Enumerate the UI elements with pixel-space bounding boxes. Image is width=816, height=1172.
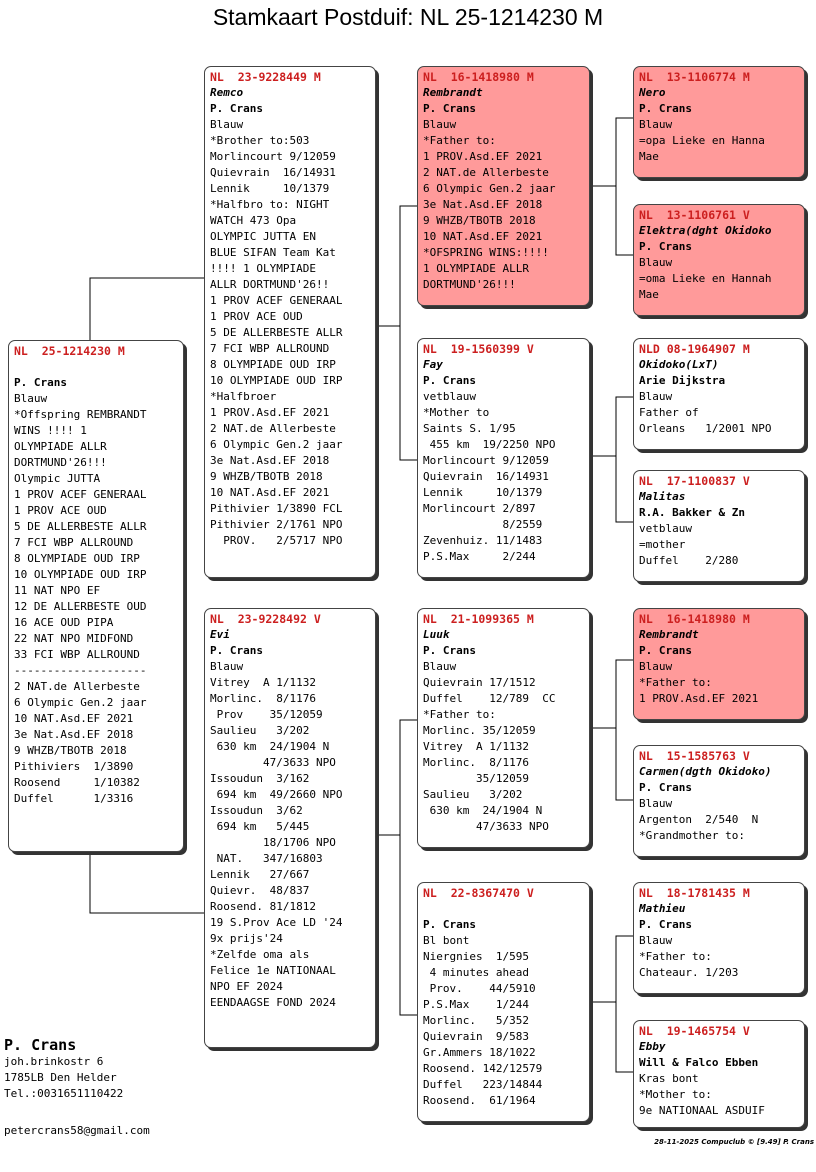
info-line: Quievrain 17/1512 [423, 676, 536, 689]
info-line: *Father to: [639, 950, 712, 963]
info-line: Blauw [639, 256, 673, 269]
info-line: *Halfbroer [210, 390, 277, 403]
info-line: 1 PROV.Asd.EF 2021 [639, 692, 759, 705]
info-line: 1 PROV ACEF GENERAAL [14, 488, 147, 501]
info-line: 9 WHZB/TBOTB 2018 [423, 214, 536, 227]
info-line: DORTMUND'26!!! [423, 278, 516, 291]
info-line: Morlinc. 35/12059 [423, 724, 536, 737]
info-line: 10 OLYMPIADE OUD IRP [14, 568, 147, 581]
info-line: NPO EF 2024 [210, 980, 283, 993]
info-line: Saints S. 1/95 [423, 422, 516, 435]
info-line: 1 PROV ACEF GENERAAL [210, 294, 343, 307]
info-line: WATCH 473 Opa [210, 214, 297, 227]
footer-credit: 28-11-2025 Compuclub © [9.49] P. Crans [654, 1138, 814, 1146]
ring-number: NL 13-1106774 M [639, 70, 750, 84]
info-line: Lennik 10/1379 [210, 182, 330, 195]
info-line: 1 PROV ACE OUD [14, 504, 107, 517]
info-line: *Grandmother to: [639, 829, 745, 842]
info-line: DORTMUND'26!!! [14, 456, 107, 469]
info-line: Orleans 1/2001 NPO [639, 422, 772, 435]
info-line: Blauw [639, 660, 673, 673]
info-line: Quievrain 16/14931 [423, 470, 549, 483]
info-line: PROV. 2/5717 NPO [210, 534, 343, 547]
info-line: OLYMPIADE ALLR [14, 440, 107, 453]
ring-number: NLD 08-1964907 M [639, 342, 750, 356]
pigeon-name [423, 901, 585, 917]
info-line: Prov. 44/5910 [423, 982, 536, 995]
info-line: ALLR DORTMUND'26!! [210, 278, 330, 291]
info-line: BLUE SIFAN Team Kat [210, 246, 336, 259]
owner-name: P. Crans [210, 644, 263, 657]
info-line: Felice 1e NATIONAAL [210, 964, 336, 977]
info-line: Blauw [423, 660, 457, 673]
info-line: 11 NAT NPO EF [14, 584, 101, 597]
info-line: 8 OLYMPIADE OUD IRP [14, 552, 140, 565]
pigeon-name: Mathieu [639, 902, 686, 915]
card-mf-father [633, 608, 805, 720]
info-line: 22 NAT NPO MIDFOND [14, 632, 134, 645]
pigeon-name [14, 359, 179, 375]
info-line: Duffel 223/14844 [423, 1078, 543, 1091]
info-line: Blauw [639, 797, 673, 810]
pigeon-name: Remco [210, 86, 244, 99]
ring-number: NL 25-1214230 M [14, 344, 125, 358]
info-line: 630 km 24/1904 N [210, 740, 330, 753]
info-line: Pithivier 2/1761 NPO [210, 518, 343, 531]
info-line: Morlincourt 9/12059 [423, 454, 549, 467]
info-line: *Father to: [423, 708, 496, 721]
info-line: 1 PROV.Asd.EF 2021 [423, 150, 543, 163]
info-line: 19 S.Prov Ace LD '24 [210, 916, 343, 929]
owner-name: P. Crans [639, 102, 692, 115]
ring-number: NL 17-1100837 V [639, 474, 750, 488]
info-line: -------------------- [14, 664, 147, 677]
info-line: 9 WHZB/TBOTB 2018 [210, 470, 323, 483]
info-line: 10 NAT.Asd.EF 2021 [423, 230, 543, 243]
info-line: Niergnies 1/595 [423, 950, 529, 963]
ring-number: NL 22-8367470 V [423, 886, 534, 900]
info-line: Quievr. 48/837 [210, 884, 310, 897]
info-line: 2 NAT.de Allerbeste [423, 166, 549, 179]
info-line: P.S.Max 2/244 [423, 550, 536, 563]
info-line: Roosend 1/10382 [14, 776, 140, 789]
pigeon-name: Malitas [639, 490, 686, 503]
card-father-father [417, 66, 590, 306]
info-line: Lennik 27/667 [210, 868, 310, 881]
info-line: *Father to: [423, 134, 496, 147]
info-line: Bl bont [423, 934, 470, 947]
info-line: Pithivier 1/3890 FCL [210, 502, 343, 515]
info-line: *Zelfde oma als [210, 948, 310, 961]
info-line: 6 Olympic Gen.2 jaar [210, 438, 343, 451]
breeder-city: 1785LB Den Helder [4, 1071, 117, 1084]
info-line: *Mother to [423, 406, 490, 419]
info-line: Blauw [14, 392, 48, 405]
info-line: *Mother to: [639, 1088, 712, 1101]
info-line: 1 OLYMPIADE ALLR [423, 262, 529, 275]
info-line: 3e Nat.Asd.EF 2018 [14, 728, 134, 741]
info-line: NAT. 347/16803 [210, 852, 323, 865]
info-line: *Offspring REMBRANDT [14, 408, 147, 421]
info-line: !!!! 1 OLYMPIADE [210, 262, 316, 275]
info-line: Quievrain 16/14931 [210, 166, 336, 179]
info-line: Gr.Ammers 18/1022 [423, 1046, 536, 1059]
ring-number: NL 21-1099365 M [423, 612, 534, 626]
info-line: 4 minutes ahead [423, 966, 529, 979]
card-subject [8, 340, 184, 852]
info-line: 630 km 24/1904 N [423, 804, 543, 817]
info-line: 9x prijs'24 [210, 932, 283, 945]
info-line: =mother [639, 538, 686, 551]
info-line: Father of [639, 406, 699, 419]
ring-number: NL 18-1781435 M [639, 886, 750, 900]
info-line: 3e Nat.Asd.EF 2018 [210, 454, 330, 467]
card-mm-father [633, 882, 805, 994]
info-line: 7 FCI WBP ALLROUND [14, 536, 134, 549]
ring-number: NL 23-9228449 M [210, 70, 321, 84]
info-line: Lennik 10/1379 [423, 486, 543, 499]
pigeon-name: Rembrandt [423, 86, 483, 99]
ring-number: NL 19-1465754 V [639, 1024, 750, 1038]
info-line: Blauw [210, 660, 244, 673]
owner-name: P. Crans [210, 102, 263, 115]
pigeon-name: Okidoko(LxT) [639, 358, 719, 371]
owner-name: P. Crans [639, 918, 692, 931]
info-line: *Father to: [639, 676, 712, 689]
info-line: 47/3633 NPO [423, 820, 549, 833]
breeder-street: joh.brinkostr 6 [4, 1055, 104, 1068]
owner-name: Will & Falco Ebben [639, 1056, 759, 1069]
info-line: 694 km 5/445 [210, 820, 310, 833]
pigeon-name: Ebby [639, 1040, 666, 1053]
breeder-info [4, 1036, 123, 1102]
info-line: 35/12059 [423, 772, 529, 785]
info-line: 5 DE ALLERBESTE ALLR [14, 520, 147, 533]
breeder-name: P. Crans [4, 1036, 77, 1054]
info-line: 9 WHZB/TBOTB 2018 [14, 744, 127, 757]
card-ff-mother [633, 204, 805, 316]
info-line: *Brother to:503 [210, 134, 310, 147]
info-line: Prov 35/12059 [210, 708, 323, 721]
info-line: 18/1706 NPO [210, 836, 336, 849]
info-line: 1 PROV.Asd.EF 2021 [210, 406, 330, 419]
card-mother-father [417, 608, 590, 848]
info-line: Roosend. 142/12579 [423, 1062, 543, 1075]
info-line: Vitrey A 1/1132 [210, 676, 316, 689]
card-mm-mother [633, 1020, 805, 1128]
info-line: Argenton 2/540 N [639, 813, 759, 826]
info-line: Zevenhuiz. 11/1483 [423, 534, 543, 547]
info-line: 694 km 49/2660 NPO [210, 788, 343, 801]
page-title: Stamkaart Postduif: NL 25-1214230 M [212, 4, 604, 30]
owner-name: P. Crans [423, 918, 476, 931]
info-line: 47/3633 NPO [210, 756, 336, 769]
ring-number: NL 15-1585763 V [639, 749, 750, 763]
card-father-mother [417, 338, 590, 578]
card-ff-father [633, 66, 805, 178]
pigeon-name: Luuk [423, 628, 450, 641]
info-line: Duffel 12/789 CC [423, 692, 556, 705]
info-line: Olympic JUTTA [14, 472, 101, 485]
info-line: Mae [639, 288, 659, 301]
info-line: 8/2559 [423, 518, 543, 531]
info-line: Morlincourt 9/12059 [210, 150, 336, 163]
info-line: P.S.Max 1/244 [423, 998, 529, 1011]
info-line: 16 ACE OUD PIPA [14, 616, 114, 629]
card-mother [204, 608, 376, 1048]
pigeon-name: Fay [423, 358, 443, 371]
card-mother-mother [417, 882, 590, 1122]
info-line: Blauw [639, 934, 673, 947]
pigeon-name: Carmen(dgth Okidoko) [639, 765, 772, 778]
info-line: Morlinc. 5/352 [423, 1014, 529, 1027]
info-line: OLYMPIC JUTTA EN [210, 230, 316, 243]
info-line: =oma Lieke en Hannah [639, 272, 772, 285]
info-line: Kras bont [639, 1072, 699, 1085]
info-line: 2 NAT.de Allerbeste [210, 422, 336, 435]
info-line: Morlinc. 8/1176 [423, 756, 529, 769]
info-line: Duffel 2/280 [639, 554, 739, 567]
owner-name: P. Crans [639, 240, 692, 253]
breeder-email: petercrans58@gmail.com [4, 1124, 150, 1137]
info-line: 2 NAT.de Allerbeste [14, 680, 140, 693]
info-line: Roosend. 81/1812 [210, 900, 316, 913]
pigeon-name: Rembrandt [639, 628, 699, 641]
info-line: Morlincourt 2/897 [423, 502, 536, 515]
info-line: Issoudun 3/162 [210, 772, 310, 785]
info-line: WINS !!!! 1 [14, 424, 87, 437]
info-line: 10 OLYMPIADE OUD IRP [210, 374, 343, 387]
card-fm-mother [633, 470, 805, 582]
info-line: Quievrain 9/583 [423, 1030, 529, 1043]
info-line: Morlinc. 8/1176 [210, 692, 316, 705]
info-line: 7 FCI WBP ALLROUND [210, 342, 330, 355]
info-line: Saulieu 3/202 [210, 724, 310, 737]
owner-name: Arie Dijkstra [639, 374, 726, 387]
pigeon-name: Elektra(dght Okidoko [639, 224, 772, 237]
ring-number: NL 23-9228492 V [210, 612, 321, 626]
owner-name: P. Crans [639, 781, 692, 794]
breeder-phone: Tel.:0031651110422 [4, 1087, 124, 1100]
info-line: 455 km 19/2250 NPO [423, 438, 556, 451]
info-line: Duffel 1/3316 [14, 792, 134, 805]
info-line: *OFSPRING WINS:!!!! [423, 246, 549, 259]
pigeon-name: Nero [639, 86, 666, 99]
info-line: Blauw [210, 118, 244, 131]
info-line: Saulieu 3/202 [423, 788, 523, 801]
info-line: Blauw [639, 390, 673, 403]
info-line: 5 DE ALLERBESTE ALLR [210, 326, 343, 339]
owner-name: R.A. Bakker & Zn [639, 506, 745, 519]
info-line: 1 PROV ACE OUD [210, 310, 303, 323]
pigeon-name: Evi [210, 628, 230, 641]
info-line: Blauw [423, 118, 457, 131]
info-line: 6 Olympic Gen.2 jaar [423, 182, 556, 195]
info-line: 10 NAT.Asd.EF 2021 [210, 486, 330, 499]
card-mf-mother [633, 745, 805, 857]
ring-number: NL 19-1560399 V [423, 342, 534, 356]
owner-name: P. Crans [639, 644, 692, 657]
info-line: =opa Lieke en Hanna [639, 134, 765, 147]
info-line: Blauw [639, 118, 673, 131]
owner-name: P. Crans [423, 374, 476, 387]
info-line: Mae [639, 150, 659, 163]
info-line: 3e Nat.Asd.EF 2018 [423, 198, 543, 211]
owner-name: P. Crans [14, 376, 67, 389]
owner-name: P. Crans [423, 102, 476, 115]
ring-number: NL 13-1106761 V [639, 208, 750, 222]
info-line: Vitrey A 1/1132 [423, 740, 529, 753]
ring-number: NL 16-1418980 M [639, 612, 750, 626]
info-line: 8 OLYMPIADE OUD IRP [210, 358, 336, 371]
info-line: EENDAAGSE FOND 2024 [210, 996, 336, 1009]
info-line: 9e NATIONAAL ASDUIF [639, 1104, 765, 1117]
info-line: Chateaur. 1/203 [639, 966, 739, 979]
info-line: vetblauw [423, 390, 476, 403]
info-line: 10 NAT.Asd.EF 2021 [14, 712, 134, 725]
owner-name: P. Crans [423, 644, 476, 657]
info-line: Pithiviers 1/3890 [14, 760, 134, 773]
info-line: 12 DE ALLERBESTE OUD [14, 600, 147, 613]
info-line: 6 Olympic Gen.2 jaar [14, 696, 147, 709]
info-line: Issoudun 3/62 [210, 804, 303, 817]
info-line: vetblauw [639, 522, 692, 535]
info-line: *Halfbro to: NIGHT [210, 198, 330, 211]
ring-number: NL 16-1418980 M [423, 70, 534, 84]
card-fm-father [633, 338, 805, 450]
info-line: Roosend. 61/1964 [423, 1094, 536, 1107]
info-line: 33 FCI WBP ALLROUND [14, 648, 140, 661]
card-father [204, 66, 376, 578]
